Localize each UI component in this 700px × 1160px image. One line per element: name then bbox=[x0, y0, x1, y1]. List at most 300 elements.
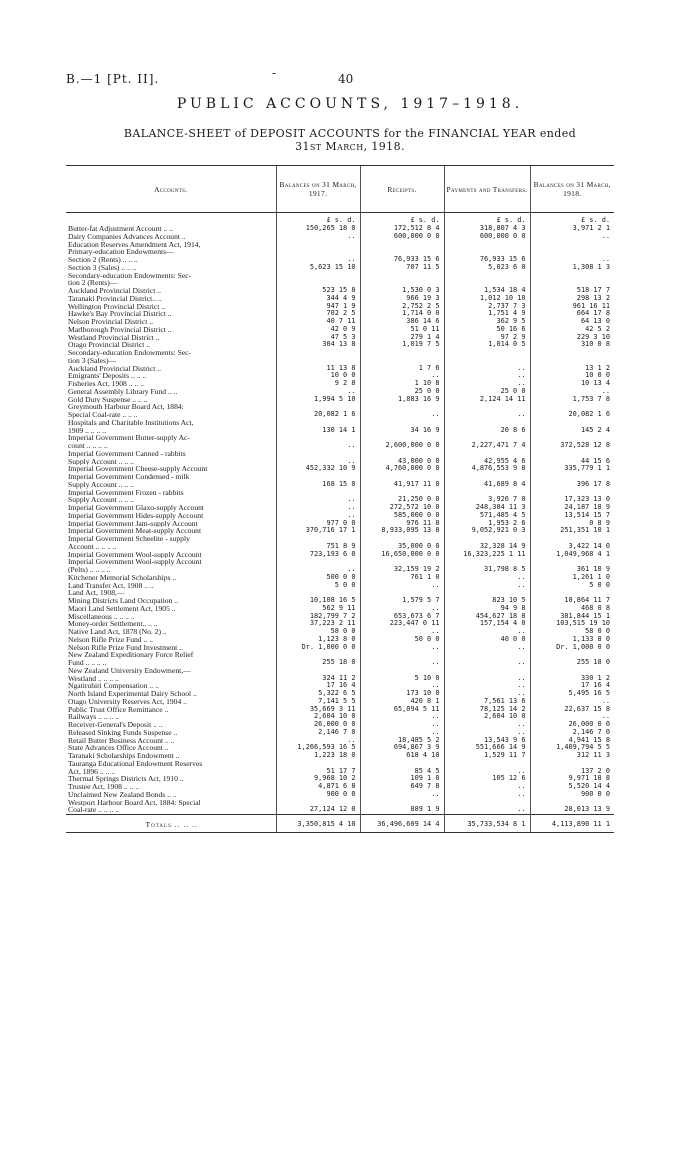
balance-1918-cell: 372,528 12 8 bbox=[530, 442, 614, 450]
balance-1918-cell: 961 16 11 bbox=[530, 303, 614, 311]
column-header-balances-1917: Balances on 31 March, 1917. bbox=[276, 166, 360, 213]
payments-cell bbox=[444, 535, 530, 543]
payments-cell bbox=[444, 279, 530, 287]
account-name-cell: Supply Account .. .. .. bbox=[68, 496, 134, 504]
balance-1918-cell: 298 13 2 bbox=[530, 295, 614, 303]
balance-1918-cell: 468 0 8 bbox=[530, 605, 614, 613]
receipts-cell: 279 1 4 bbox=[360, 334, 444, 342]
table-row bbox=[66, 551, 614, 559]
balance-1918-cell: 255 18 0 bbox=[530, 659, 614, 667]
payments-cell: .. bbox=[444, 372, 530, 380]
table-row bbox=[66, 566, 614, 574]
receipts-cell: 1 10 8 bbox=[360, 380, 444, 388]
receipts-cell bbox=[360, 248, 444, 256]
balance-1918-cell bbox=[530, 419, 614, 427]
units-row bbox=[66, 213, 614, 226]
receipts-cell: 32,159 19 2 bbox=[360, 566, 444, 574]
receipts-cell: .. bbox=[360, 682, 444, 690]
balance-1918-cell: 42 5 2 bbox=[530, 326, 614, 334]
table-row bbox=[66, 225, 614, 233]
balance-1918-cell bbox=[530, 272, 614, 280]
receipts-cell: 618 4 10 bbox=[360, 752, 444, 760]
receipts-cell: 694,867 3 9 bbox=[360, 744, 444, 752]
receipts-cell: .. bbox=[360, 582, 444, 590]
payments-cell bbox=[444, 589, 530, 597]
balance-1917-cell: 17 16 4 bbox=[276, 682, 360, 690]
receipts-cell: 65,094 5 11 bbox=[360, 706, 444, 714]
balance-1917-cell: 58 0 0 bbox=[276, 628, 360, 636]
balance-1917-cell bbox=[276, 450, 360, 458]
units-cell: £ s. d. bbox=[360, 213, 444, 226]
table-row bbox=[66, 272, 614, 280]
balance-1917-cell bbox=[276, 241, 360, 249]
account-name-cell: Dairy Companies Advances Account .. bbox=[68, 232, 186, 241]
account-name-cell: Native Land Act, 1878 (No. 2) .. bbox=[68, 628, 167, 636]
account-name-cell: Land Act, 1908,— bbox=[68, 589, 125, 597]
payments-cell: 248,384 11 3 bbox=[444, 504, 530, 512]
receipts-cell: 1,019 7 5 bbox=[360, 341, 444, 349]
receipts-cell: 272,572 10 0 bbox=[360, 504, 444, 512]
payments-cell: 42,955 4 6 bbox=[444, 458, 530, 466]
table-row bbox=[66, 791, 614, 799]
payments-cell: .. bbox=[444, 675, 530, 683]
account-name-cell: Imperial Government Cheese-supply Account bbox=[68, 465, 208, 473]
balance-1918-cell: 1,753 7 8 bbox=[530, 396, 614, 404]
balance-1918-cell: 361 10 9 bbox=[530, 566, 614, 574]
balance-1918-cell bbox=[530, 241, 614, 249]
payments-cell: .. bbox=[444, 690, 530, 698]
receipts-cell: 1,579 5 7 bbox=[360, 597, 444, 605]
account-name-cell: Westland Provincial District .. bbox=[68, 333, 160, 342]
table-row bbox=[66, 535, 614, 543]
table-row bbox=[66, 326, 614, 334]
receipts-cell bbox=[360, 760, 444, 768]
table-row bbox=[66, 357, 614, 365]
payments-cell: 1,534 18 4 bbox=[444, 287, 530, 295]
table-row bbox=[66, 644, 614, 652]
receipts-cell: 966 19 3 bbox=[360, 295, 444, 303]
balance-1918-cell bbox=[530, 403, 614, 411]
balance-1918-cell: 2,146 7 0 bbox=[530, 729, 614, 737]
table-row bbox=[66, 706, 614, 714]
balance-1917-cell bbox=[276, 558, 360, 566]
balance-1917-cell: 37,223 2 11 bbox=[276, 620, 360, 628]
account-name-cell: Imperial Government Condensed - milk bbox=[68, 473, 190, 481]
table-row bbox=[66, 636, 614, 644]
page-title: PUBLIC ACCOUNTS, 1917–1918. bbox=[176, 96, 524, 112]
payments-cell bbox=[444, 558, 530, 566]
receipts-cell: 43,000 0 0 bbox=[360, 458, 444, 466]
account-name-cell: Auckland Provincial District .. bbox=[68, 364, 162, 373]
balance-1917-cell: 1,123 8 0 bbox=[276, 636, 360, 644]
table-row bbox=[66, 465, 614, 473]
table-header-row bbox=[66, 166, 614, 213]
balance-1918-cell: Dr. 1,000 0 0 bbox=[530, 644, 614, 652]
balance-1918-cell: 17 16 4 bbox=[530, 682, 614, 690]
balance-1917-cell: 10,108 16 5 bbox=[276, 597, 360, 605]
receipts-cell: 50 0 0 bbox=[360, 636, 444, 644]
balance-1917-cell: 10 0 0 bbox=[276, 372, 360, 380]
balance-1918-cell: 3,422 14 0 bbox=[530, 543, 614, 551]
table-row bbox=[66, 458, 614, 466]
column-header-accounts: Accounts. bbox=[66, 166, 276, 213]
balance-1917-cell bbox=[276, 667, 360, 675]
account-name-cell: Section 2 (Rents) .. .. .. bbox=[68, 256, 138, 264]
account-name-cell: Otago Provincial District .. bbox=[68, 341, 151, 349]
column-header-balances-1918: Balances on 31 March, 1918. bbox=[530, 166, 614, 213]
balance-1918-cell: 229 3 10 bbox=[530, 334, 614, 342]
table-row bbox=[66, 241, 614, 249]
payments-cell bbox=[444, 272, 530, 280]
receipts-cell: 600,000 0 0 bbox=[360, 233, 444, 241]
account-name-cell: Fund .. .. .. .. bbox=[68, 659, 107, 667]
receipts-cell: .. bbox=[360, 659, 444, 667]
balance-1918-cell: 335,779 1 1 bbox=[530, 465, 614, 473]
table-row bbox=[66, 365, 614, 373]
receipts-cell: 707 11 5 bbox=[360, 264, 444, 272]
balance-1917-cell bbox=[276, 419, 360, 427]
account-name-cell: Westport Harbour Board Act, 1884: Special bbox=[68, 798, 201, 807]
payments-cell: 94 9 8 bbox=[444, 605, 530, 613]
account-name-cell: Marlborough Provincial District .. bbox=[68, 325, 172, 334]
account-name-cell: Thermal Springs Districts Act, 1910 .. bbox=[68, 775, 184, 783]
balance-1918-cell: 5,495 16 5 bbox=[530, 690, 614, 698]
account-name-cell: Imperial Government Wool-supply Account bbox=[68, 550, 202, 559]
balance-1917-cell: 344 4 9 bbox=[276, 295, 360, 303]
receipts-cell: 41,917 11 0 bbox=[360, 481, 444, 489]
payments-cell bbox=[444, 434, 530, 442]
account-name-cell: Imperial Government Butter-supply Ac- bbox=[68, 434, 190, 442]
balance-1918-cell: 24,187 18 9 bbox=[530, 504, 614, 512]
account-name-cell: Land Transfer Act, 1908 .. .. bbox=[68, 581, 154, 590]
receipts-cell: 649 7 8 bbox=[360, 783, 444, 791]
balance-1918-cell: 1,261 1 0 bbox=[530, 574, 614, 582]
payments-cell bbox=[444, 357, 530, 365]
receipts-cell: 1 7 6 bbox=[360, 365, 444, 373]
table-row bbox=[66, 799, 614, 807]
balance-1917-cell: .. bbox=[276, 566, 360, 574]
receipts-cell: 1,714 0 0 bbox=[360, 310, 444, 318]
balance-1917-cell: .. bbox=[276, 388, 360, 396]
balance-1917-cell: 150,265 18 0 bbox=[276, 225, 360, 233]
balance-1918-cell: 1,409,794 5 5 bbox=[530, 744, 614, 752]
balance-1917-cell: 42 0 9 bbox=[276, 326, 360, 334]
table-row bbox=[66, 752, 614, 760]
balance-1917-cell bbox=[276, 760, 360, 768]
receipts-cell bbox=[360, 473, 444, 481]
payments-cell: 32,328 14 9 bbox=[444, 543, 530, 551]
balance-1918-cell bbox=[530, 558, 614, 566]
table-row bbox=[66, 543, 614, 551]
table-row bbox=[66, 721, 614, 729]
payments-cell: .. bbox=[444, 574, 530, 582]
balance-1918-cell: 900 0 0 bbox=[530, 791, 614, 799]
account-name-cell: New Zealand Expeditionary Force Relief bbox=[68, 651, 194, 659]
payments-cell: 5,023 6 0 bbox=[444, 264, 530, 272]
payments-cell bbox=[444, 667, 530, 675]
balance-1917-cell bbox=[276, 403, 360, 411]
payments-cell: 1,012 10 10 bbox=[444, 295, 530, 303]
account-name-cell: General Assembly Library Fund .. .. bbox=[68, 387, 178, 396]
table-row bbox=[66, 504, 614, 512]
table-row bbox=[66, 372, 614, 380]
table-row bbox=[66, 427, 614, 435]
balance-1917-cell: 751 8 9 bbox=[276, 543, 360, 551]
table-row bbox=[66, 651, 614, 659]
receipts-cell: 889 1 9 bbox=[360, 806, 444, 814]
balance-1917-cell: 5 0 0 bbox=[276, 582, 360, 590]
receipts-cell: 35,000 0 0 bbox=[360, 543, 444, 551]
receipts-cell: 21,250 0 0 bbox=[360, 496, 444, 504]
balance-1917-cell bbox=[276, 535, 360, 543]
table-row bbox=[66, 520, 614, 528]
balance-1918-cell: 330 1 2 bbox=[530, 675, 614, 683]
balance-1918-cell bbox=[530, 589, 614, 597]
payments-cell: 7,561 13 6 bbox=[444, 698, 530, 706]
table-row bbox=[66, 744, 614, 752]
balance-1917-cell: 4,871 6 8 bbox=[276, 783, 360, 791]
units-cell: £ s. d. bbox=[530, 213, 614, 226]
table-row bbox=[66, 411, 614, 419]
balance-1918-cell: 10,864 11 7 bbox=[530, 597, 614, 605]
column-header-receipts: Receipts. bbox=[360, 166, 444, 213]
balance-1917-cell: 130 14 1 bbox=[276, 427, 360, 435]
payments-cell: 76,933 15 6 bbox=[444, 256, 530, 264]
receipts-cell: 223,447 0 11 bbox=[360, 620, 444, 628]
balance-1917-cell: 523 15 8 bbox=[276, 287, 360, 295]
account-name-cell: Greymouth Harbour Board Act, 1884: bbox=[68, 403, 184, 411]
balance-1917-cell: 2,604 10 0 bbox=[276, 713, 360, 721]
payments-cell: 20 8 6 bbox=[444, 427, 530, 435]
balance-1917-cell bbox=[276, 489, 360, 497]
totals-row bbox=[66, 815, 614, 833]
balance-1918-cell: 251,351 10 1 bbox=[530, 527, 614, 535]
payments-cell: 97 2 9 bbox=[444, 334, 530, 342]
balance-1918-cell: 137 2 0 bbox=[530, 768, 614, 776]
account-name-cell: Nelson Provincial District .. bbox=[68, 318, 153, 326]
receipts-cell: 585,000 0 0 bbox=[360, 512, 444, 520]
account-name-cell: Trustee Act, 1908 .. .. .. bbox=[68, 783, 140, 791]
table-row bbox=[66, 287, 614, 295]
balance-1918-cell: 13,514 15 7 bbox=[530, 512, 614, 520]
balance-1917-cell: 182,799 7 2 bbox=[276, 613, 360, 621]
balance-1918-cell: 1,133 8 0 bbox=[530, 636, 614, 644]
table-row bbox=[66, 318, 614, 326]
balance-1917-cell: 452,332 10 9 bbox=[276, 465, 360, 473]
account-name-cell: Primary-education Endowments— bbox=[68, 248, 174, 256]
table-row bbox=[66, 667, 614, 675]
payments-cell bbox=[444, 349, 530, 357]
payments-cell: 1,953 2 6 bbox=[444, 520, 530, 528]
receipts-cell bbox=[360, 667, 444, 675]
table-row bbox=[66, 256, 614, 264]
payments-cell bbox=[444, 450, 530, 458]
table-row bbox=[66, 690, 614, 698]
balance-1918-cell: 396 17 8 bbox=[530, 481, 614, 489]
account-name-cell: Released Sinking Funds Suspense .. bbox=[68, 728, 178, 737]
balance-1918-cell bbox=[530, 357, 614, 365]
table-row bbox=[66, 248, 614, 256]
payments-cell: 362 9 5 bbox=[444, 318, 530, 326]
payments-cell: .. bbox=[444, 628, 530, 636]
payments-cell: .. bbox=[444, 729, 530, 737]
table-row bbox=[66, 303, 614, 311]
receipts-cell: 761 1 0 bbox=[360, 574, 444, 582]
balance-1918-cell: 5 0 0 bbox=[530, 582, 614, 590]
balance-1917-cell bbox=[276, 349, 360, 357]
table-row bbox=[66, 574, 614, 582]
payments-cell: .. bbox=[444, 768, 530, 776]
balance-1917-cell bbox=[276, 272, 360, 280]
account-name-cell: Education Reserves Amendment Act, 1914, bbox=[68, 240, 201, 249]
payments-cell: 823 10 5 bbox=[444, 597, 530, 605]
balance-1917-cell: 168 15 0 bbox=[276, 481, 360, 489]
payments-cell: 16,323,225 1 11 bbox=[444, 551, 530, 559]
balance-1918-cell: 664 17 8 bbox=[530, 310, 614, 318]
balance-1917-cell: 3,350,815 4 10 bbox=[276, 815, 360, 833]
subtitle-line-1: BALANCE-SHEET of DEPOSIT ACCOUNTS for the FINANCIAL YEAR ended bbox=[123, 127, 577, 140]
receipts-cell: 85 4 5 bbox=[360, 768, 444, 776]
balance-1917-cell bbox=[276, 248, 360, 256]
receipts-cell bbox=[360, 241, 444, 249]
balance-1918-cell: 44 15 6 bbox=[530, 458, 614, 466]
payments-cell: 2,604 10 0 bbox=[444, 713, 530, 721]
account-name-cell: Secondary-education Endowments: Sec- bbox=[68, 349, 192, 357]
receipts-cell: 1,530 0 3 bbox=[360, 287, 444, 295]
account-name-cell: Fisheries Act, 1908 .. .. .. bbox=[68, 380, 144, 388]
balance-1918-cell: 518 17 7 bbox=[530, 287, 614, 295]
balance-1917-cell: .. bbox=[276, 458, 360, 466]
table-row bbox=[66, 783, 614, 791]
table-body bbox=[66, 213, 614, 833]
receipts-cell: 16,650,000 0 0 bbox=[360, 551, 444, 559]
account-name-cell: Imperial Government Glaxo-supply Account bbox=[68, 504, 205, 512]
payments-cell: .. bbox=[444, 682, 530, 690]
balance-1917-cell: 26,000 0 0 bbox=[276, 721, 360, 729]
balance-1917-cell: 35,669 3 11 bbox=[276, 706, 360, 714]
balance-1917-cell bbox=[276, 589, 360, 597]
payments-cell bbox=[444, 419, 530, 427]
table-row bbox=[66, 419, 614, 427]
account-name-cell: 1909 .. .. .. .. bbox=[68, 426, 106, 435]
balance-sheet-table bbox=[66, 166, 614, 832]
table-row bbox=[66, 558, 614, 566]
account-name-cell: Act, 1896 .. .. .. bbox=[68, 767, 116, 776]
table-row bbox=[66, 442, 614, 450]
balance-1917-cell: 27,124 12 0 bbox=[276, 806, 360, 814]
payments-cell bbox=[444, 760, 530, 768]
units-cell: £ s. d. bbox=[276, 213, 360, 226]
balance-1918-cell bbox=[530, 535, 614, 543]
payments-cell: 50 16 6 bbox=[444, 326, 530, 334]
balance-1917-cell bbox=[276, 434, 360, 442]
table-row bbox=[66, 341, 614, 349]
header-mark: - bbox=[272, 66, 277, 80]
balance-1917-cell: 51 17 7 bbox=[276, 768, 360, 776]
table-row bbox=[66, 737, 614, 745]
table-row bbox=[66, 489, 614, 497]
balance-1917-cell: 7,141 5 5 bbox=[276, 698, 360, 706]
table-row bbox=[66, 682, 614, 690]
balance-1917-cell: .. bbox=[276, 504, 360, 512]
balance-1917-cell: 9,968 10 2 bbox=[276, 775, 360, 783]
receipts-cell: .. bbox=[360, 372, 444, 380]
balance-1918-cell: 145 2 4 bbox=[530, 427, 614, 435]
payments-cell: 2,737 7 3 bbox=[444, 303, 530, 311]
receipts-cell bbox=[360, 279, 444, 287]
account-name-cell: New Zealand University Endowment,— bbox=[68, 666, 191, 675]
receipts-cell: .. bbox=[360, 644, 444, 652]
balance-1918-cell: 312 11 3 bbox=[530, 752, 614, 760]
table-row bbox=[66, 334, 614, 342]
table-row bbox=[66, 729, 614, 737]
account-name-cell: Wellington Provincial District .. bbox=[68, 302, 166, 311]
receipts-cell: 76,933 15 6 bbox=[360, 256, 444, 264]
payments-cell: 2,124 14 11 bbox=[444, 396, 530, 404]
account-name-cell: Butter-fat Adjustment Account .. .. bbox=[68, 225, 173, 233]
balance-1917-cell: 47 5 3 bbox=[276, 334, 360, 342]
balance-1918-cell: 20,082 1 6 bbox=[530, 411, 614, 419]
units-cell: £ s. d. bbox=[444, 213, 530, 226]
totals-label: Totals .. .. .. bbox=[66, 815, 276, 833]
table-row bbox=[66, 512, 614, 520]
receipts-cell bbox=[360, 799, 444, 807]
balance-1918-cell: 103,515 19 10 bbox=[530, 620, 614, 628]
receipts-cell: 2,752 2 5 bbox=[360, 303, 444, 311]
payments-cell: .. bbox=[444, 659, 530, 667]
balance-1917-cell: .. bbox=[276, 737, 360, 745]
balance-1918-cell bbox=[530, 279, 614, 287]
payments-cell bbox=[444, 473, 530, 481]
payments-cell: 9,052,921 0 3 bbox=[444, 527, 530, 535]
account-name-cell: Imperial Government Scheelite - supply bbox=[68, 535, 190, 543]
payments-cell: 13,543 9 6 bbox=[444, 737, 530, 745]
receipts-cell: 8,933,095 13 8 bbox=[360, 527, 444, 535]
balance-1917-cell: 900 0 0 bbox=[276, 791, 360, 799]
receipts-cell: .. bbox=[360, 411, 444, 419]
balance-1917-cell: 255 18 0 bbox=[276, 659, 360, 667]
account-name-cell: Account .. .. .. .. bbox=[68, 542, 117, 551]
balance-1918-cell: 381,844 15 1 bbox=[530, 613, 614, 621]
account-name-cell: Railways .. .. .. .. bbox=[68, 713, 120, 721]
column-header-payments: Payments and Transfers. bbox=[444, 166, 530, 213]
account-name-cell: Taranaki Provincial District.. .. bbox=[68, 294, 162, 303]
balance-1918-cell bbox=[530, 248, 614, 256]
balance-1918-cell bbox=[530, 473, 614, 481]
balance-1917-cell bbox=[276, 279, 360, 287]
balance-1917-cell bbox=[276, 799, 360, 807]
table-row bbox=[66, 295, 614, 303]
payments-cell: .. bbox=[444, 721, 530, 729]
payments-cell: .. bbox=[444, 644, 530, 652]
receipts-cell bbox=[360, 489, 444, 497]
receipts-cell: .. bbox=[360, 791, 444, 799]
account-name-cell: Coal-rate .. .. .. .. bbox=[68, 806, 120, 815]
balance-1918-cell: 9,971 18 8 bbox=[530, 775, 614, 783]
balance-1918-cell: 4,113,890 11 1 bbox=[530, 815, 614, 833]
table-row bbox=[66, 403, 614, 411]
payments-cell: 1,529 11 7 bbox=[444, 752, 530, 760]
balance-1917-cell: .. bbox=[276, 233, 360, 241]
balance-1917-cell: 500 0 0 bbox=[276, 574, 360, 582]
receipts-cell: 4,760,000 0 0 bbox=[360, 465, 444, 473]
table-row bbox=[66, 527, 614, 535]
balance-1918-cell: 17,323 13 0 bbox=[530, 496, 614, 504]
receipts-cell: .. bbox=[360, 628, 444, 636]
payments-cell: 25 0 0 bbox=[444, 388, 530, 396]
receipts-cell bbox=[360, 558, 444, 566]
receipts-cell: 18,485 5 2 bbox=[360, 737, 444, 745]
